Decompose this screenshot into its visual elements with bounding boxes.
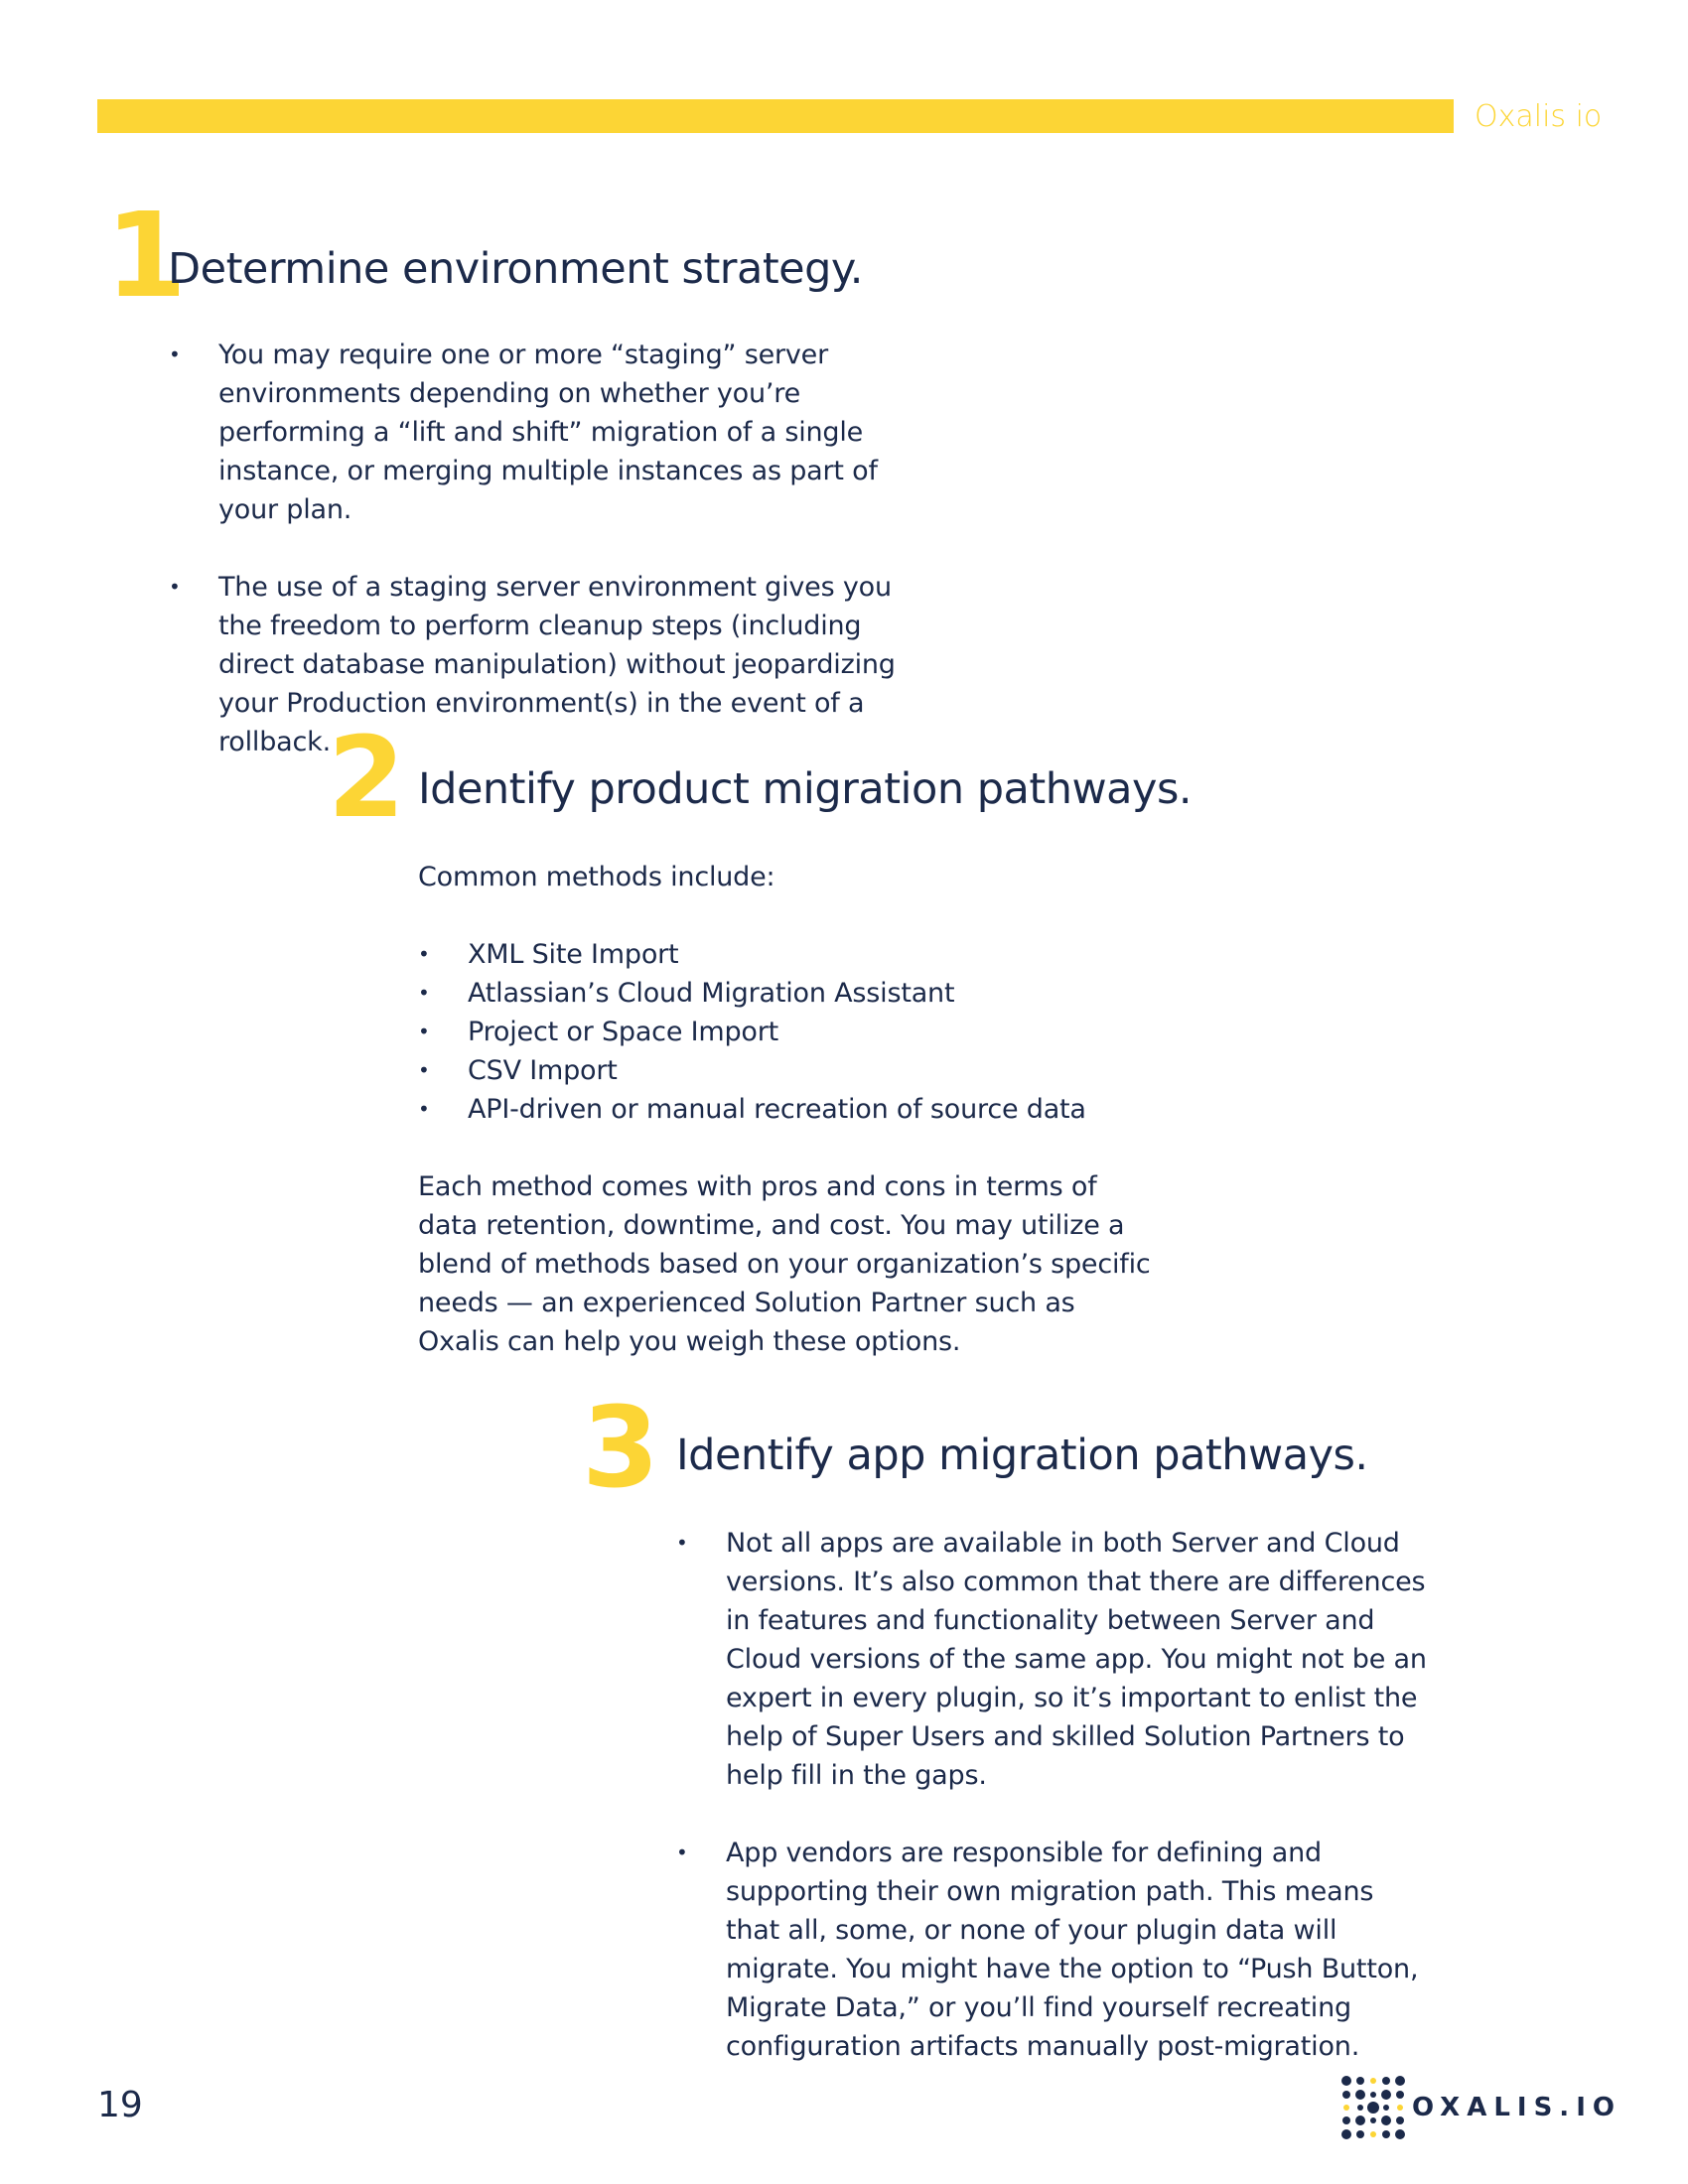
logo-text: OXALIS.IO [1412,2093,1621,2122]
section-2-body [418,858,1173,1361]
header-bar [97,99,1454,133]
list-item: • Project or Space Import [418,1017,779,1047]
section-2-bullets [418,935,1173,1129]
step-number-2: 2 [328,714,405,843]
step-number-3: 3 [582,1384,659,1513]
list-item: • The use of a staging server environment gives you the freedom to perform cleanup steps (including direct database manipulation) without jeopardizing your Production environment(s) in the event of a rollback. [169,572,896,757]
page-number: 19 [97,2085,143,2125]
section-3-bullets [676,1524,1431,2066]
section-3-body [676,1524,1431,2066]
list-item: • Not all apps are available in both Server and Cloud versions. It’s also common that there are differences in features and functionality between Server and Cloud versions of the same app. You might not be an expert in every plugin, so it’s important to enlist the help of Super Users and skilled Solution Partners to help fill in the gaps. [676,1528,1427,1791]
oxalis-lattice-icon [1340,2075,1406,2140]
list-item: • App vendors are responsible for defining and supporting their own migration path. This means that all, some, or none of your plugin data will migrate. You might have the option to “Push Button, Migrate Data,” or you’ll find yourself recreating configuration artifacts manually post-migration. [676,1838,1419,2062]
footer-logo [1340,2075,1621,2140]
step-title-3: Identify app migration pathways. [676,1431,1368,1480]
section-2-intro: Common methods include: [418,862,775,892]
list-item: • Atlassian’s Cloud Migration Assistant [418,978,955,1009]
step-title-2: Identify product migration pathways. [418,764,1193,814]
header-brand: Oxalis io [1475,99,1603,134]
step-number-1: 1 [105,187,188,324]
list-item: • XML Site Import [418,939,679,970]
list-item: • API-driven or manual recreation of source data [418,1094,1086,1125]
step-title-1: Determine environment strategy. [168,244,863,294]
section-1-body [169,336,923,761]
list-item: • CSV Import [418,1055,618,1086]
section-2-outro: Each method comes with pros and cons in terms of data retention, downtime, and cost. You may utilize a blend of methods based on your organization’s specific needs — an experienced Solution Partner such as Oxalis can help you weigh these options. [418,1171,1151,1357]
section-1-bullets [169,336,923,761]
list-item: • You may require one or more “staging” server environments depending on whether you’re performing a “lift and shift” migration of a single instance, or merging multiple instances as part of your plan. [169,340,878,525]
